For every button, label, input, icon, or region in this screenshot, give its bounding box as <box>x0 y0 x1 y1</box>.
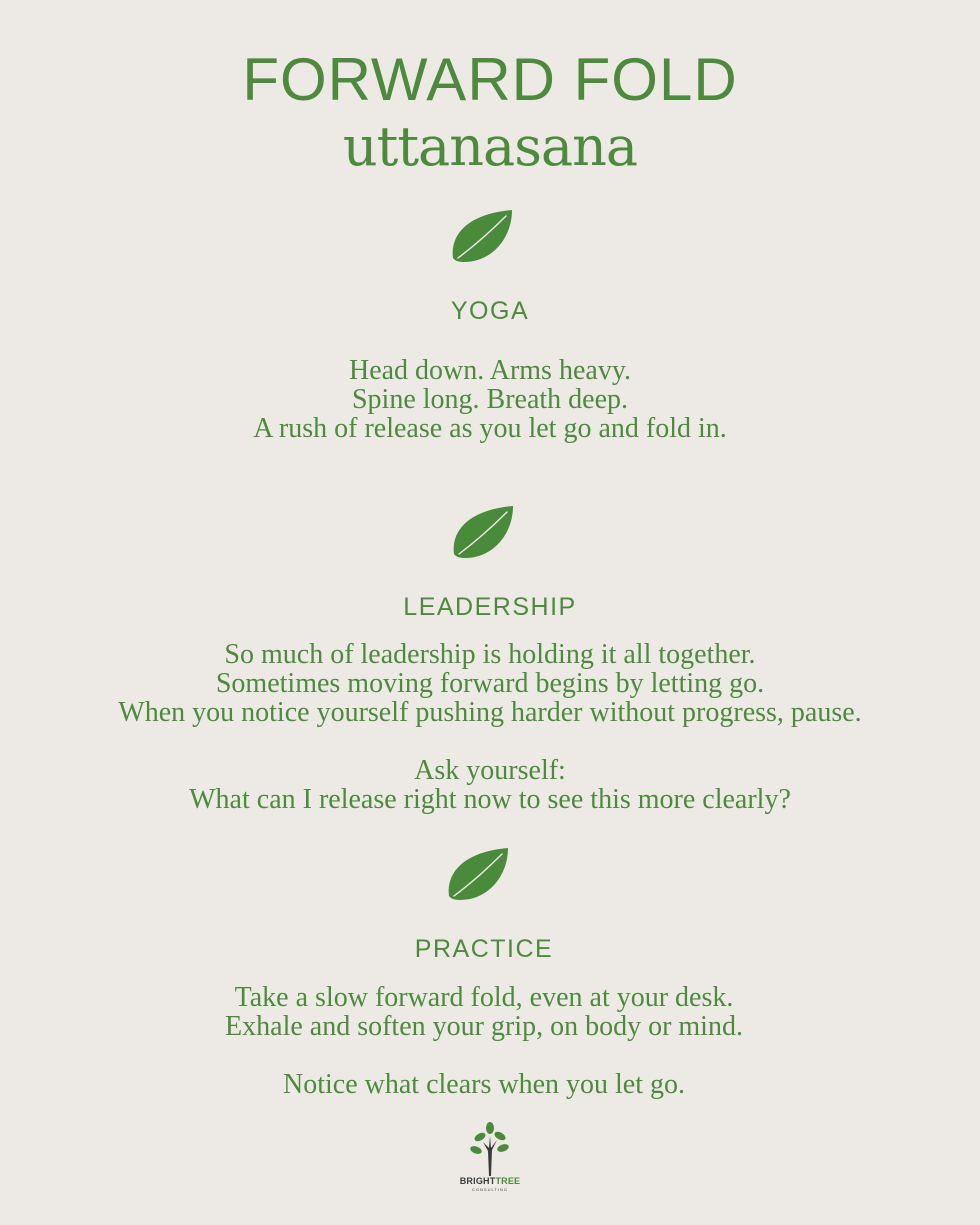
leaf-icon <box>451 504 517 560</box>
body-line: Head down. Arms heavy. <box>348 355 631 386</box>
body-line: Notice what clears when you let go. <box>283 1069 685 1100</box>
logo-tagline: CONSULTING <box>472 1187 508 1192</box>
section-body-practice <box>0 983 974 1099</box>
body-line: Sometimes moving forward begins by letting go. <box>215 668 765 699</box>
section-heading-practice: PRACTICE <box>414 935 554 963</box>
tree-icon <box>470 1120 510 1176</box>
section-heading-leadership: LEADERSHIP <box>403 593 577 621</box>
brighttree-logo <box>440 1120 540 1195</box>
section-body-leadership <box>0 640 980 814</box>
body-line: What can I release right now to see this more clearly? <box>189 784 791 815</box>
section-heading-yoga: YOGA <box>450 297 530 325</box>
logo-name-part2: TREE <box>495 1176 521 1186</box>
body-line: Exhale and soften your grip, on body or mind. <box>225 1011 743 1042</box>
leaf-icon <box>450 208 516 264</box>
body-line: When you notice yourself pushing harder without progress, pause. <box>118 697 862 728</box>
body-line: Take a slow forward fold, even at your desk. <box>234 982 734 1013</box>
logo-name <box>440 1176 540 1186</box>
leaf-icon <box>446 846 512 902</box>
body-line: So much of leadership is holding it all together. <box>224 639 756 670</box>
section-body-yoga <box>0 356 980 443</box>
body-line: Ask yourself: <box>414 755 566 786</box>
body-line: A rush of release as you let go and fold in. <box>253 413 727 444</box>
page-subtitle: uttanasana <box>342 115 638 178</box>
logo-name-part1: BRIGHT <box>459 1176 496 1186</box>
body-line: Spine long. Breath deep. <box>351 384 629 415</box>
page-title: FORWARD FOLD <box>242 46 738 113</box>
